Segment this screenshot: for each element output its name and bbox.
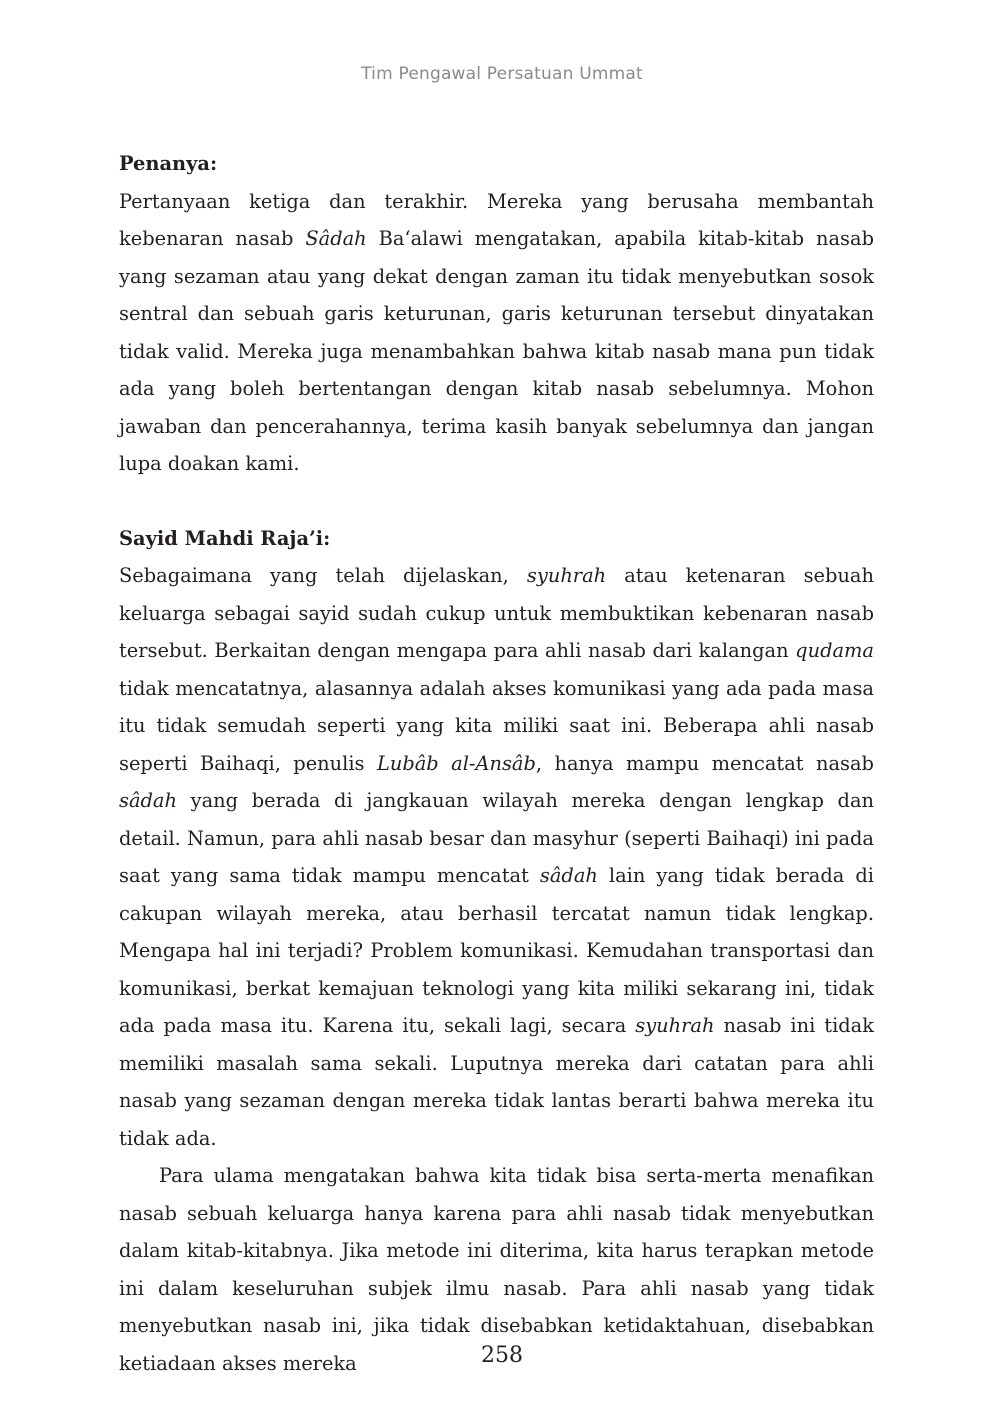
running-header: Tim Pengawal Persatuan Ummat (361, 64, 643, 84)
question-paragraph: Pertanyaan ketiga dan terakhir. Mereka yang berusaha membantah kebenaran nasab Sâdah Ba‘alawi mengatakan, apabila kitab-kitab nasab yang sezaman atau yang dekat dengan zaman itu tidak menyebutkan sosok sentral dan sebuah garis keturunan, garis keturunan tersebut dinyatakan tidak valid. Mereka juga menambahkan bahwa kitab nasab mana pun tidak ada yang boleh bertentangan dengan kitab nasab sebelumnya. Mohon jawaban dan pencerahannya, terima kasih banyak sebelumnya dan jangan lupa doakan kami. (119, 189, 874, 475)
speaker-label-answerer: Sayid Mahdi Raja’i: (119, 526, 331, 550)
speaker-label-questioner: Penanya: (119, 152, 218, 175)
answer-paragraph-2: Para ulama mengatakan bahwa kita tidak bisa serta-merta menafikan nasab sebuah keluarga hanya karena para ahli nasab tidak menyebutkan dalam kitab-kitabnya. Jika metode ini diterima, kita harus terapkan metode ini dalam keseluruhan subjek ilmu nasab. Para ahli nasab yang tidak menyebutkan nasab ini, jika tidak disebabkan ketidaktahuan, disebabkan ketiadaan akses mereka (119, 1164, 874, 1375)
page-number: 258 (481, 1343, 523, 1368)
answer-paragraph-1: Sebagaimana yang telah dijelaskan, syuhrah atau ketenaran sebuah keluarga sebagai sayid sudah cukup untuk membuktikan kebenaran nasab tersebut. Berkaitan dengan mengapa para ahli nasab dari kalangan qudama tidak mencatatnya, alasannya adalah akses komunikasi yang ada pada masa itu tidak semudah seperti yang kita miliki saat ini. Beberapa ahli nasab seperti Baihaqi, penulis Lubâb al-Ansâb, hanya mampu mencatat nasab sâdah yang berada di jangkauan wilayah mereka dengan lengkap dan detail. Namun, para ahli nasab besar dan masyhur (seperti Baihaqi) ini pada saat yang sama tidak mampu mencatat sâdah lain yang tidak berada di cakupan wilayah mereka, atau berhasil tercatat namun tidak lengkap. Mengapa hal ini terjadi? Problem komunikasi. Kemudahan transportasi dan komunikasi, berkat kemajuan teknologi yang kita miliki sekarang ini, tidak ada pada masa itu. Karena itu, sekali lagi, secara syuhrah nasab ini tidak memiliki masalah sama sekali. Luputnya mereka dari catatan para ahli nasab yang sezaman dengan mereka tidak lantas berarti bahwa mereka itu tidak ada. (119, 564, 874, 1150)
page-body (119, 145, 874, 1382)
